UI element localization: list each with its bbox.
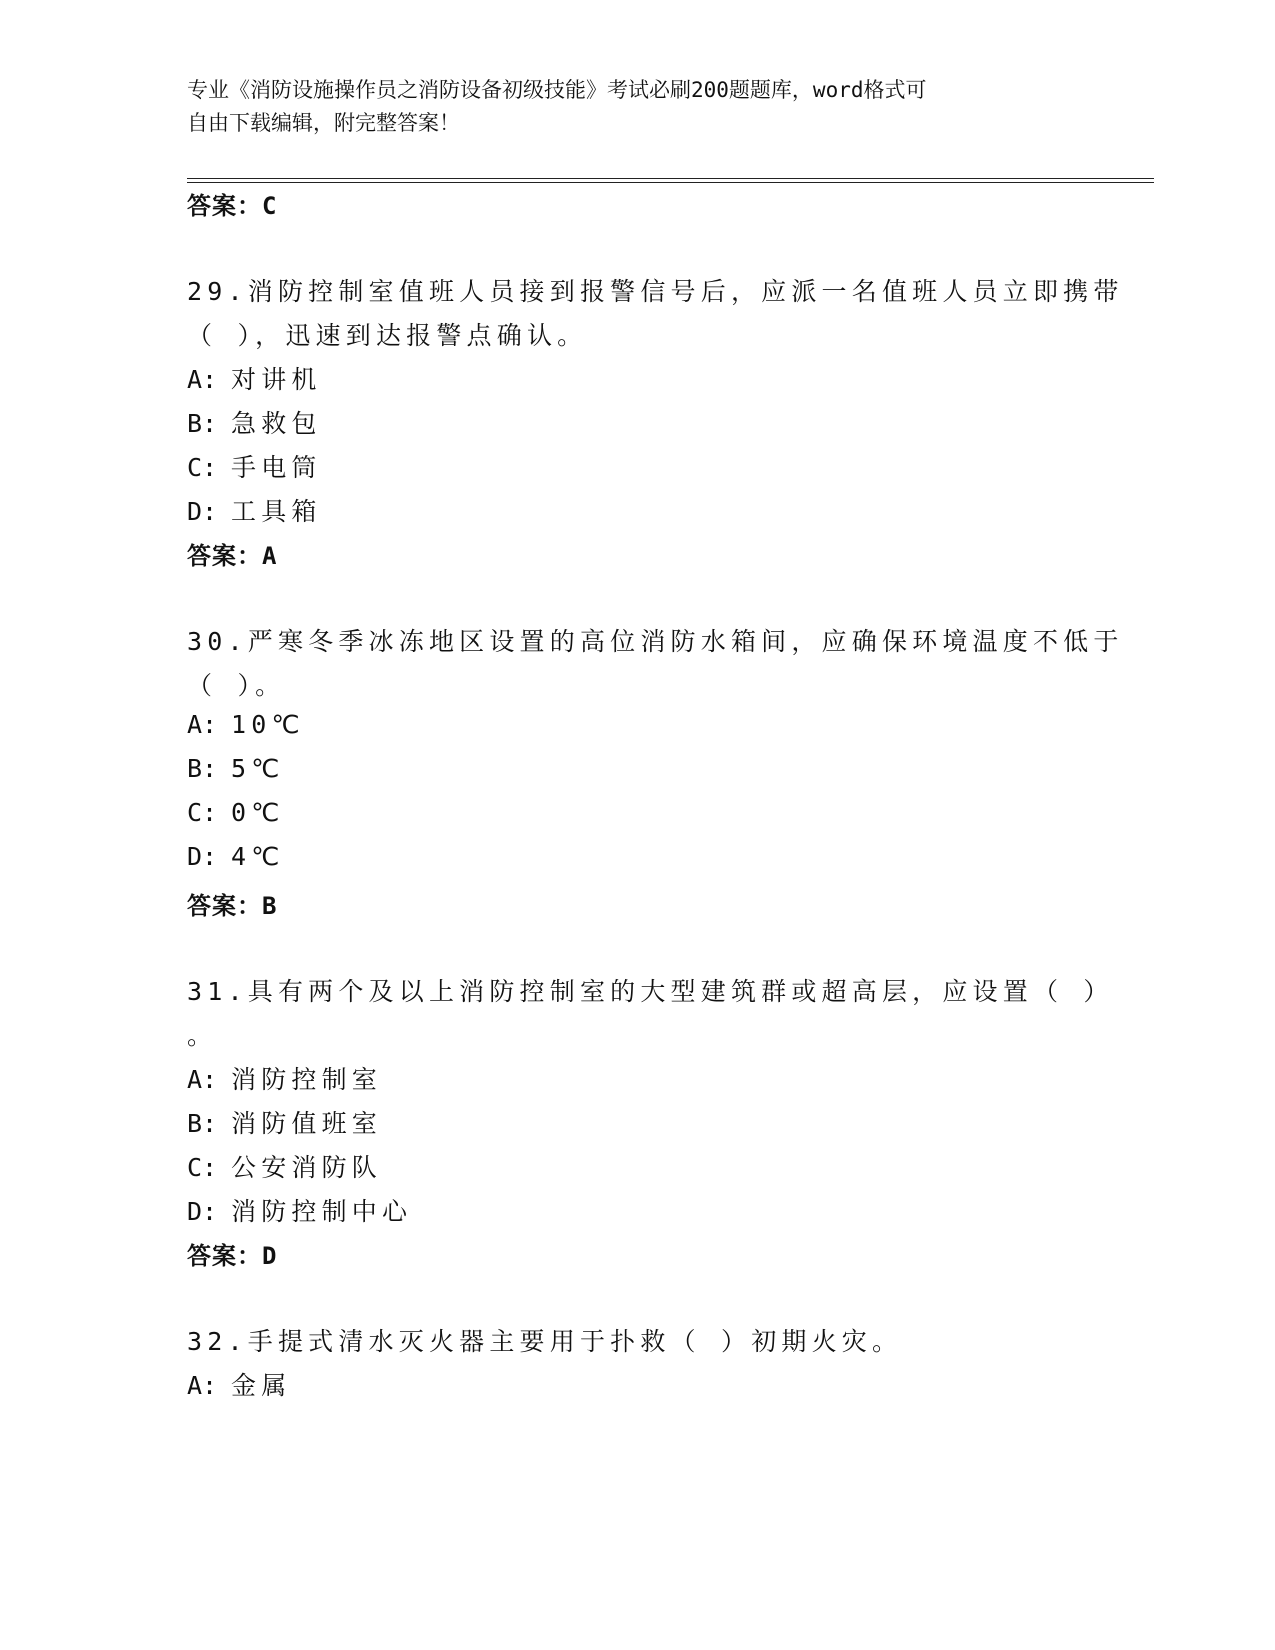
- option-label: C:: [187, 1153, 218, 1182]
- header-divider: [187, 178, 1154, 179]
- question-30-line-1: 30.严寒冬季冰冻地区设置的高位消防水箱间，应确保环境温度不低于: [187, 627, 1124, 656]
- answer-31: 答案：D: [187, 1242, 278, 1270]
- option-31-a: [187, 1060, 382, 1096]
- option-29-d: [187, 492, 322, 528]
- page-header: [187, 74, 1067, 140]
- option-31-d: [187, 1192, 412, 1228]
- option-label: C:: [187, 453, 218, 482]
- option-text: 4℃: [231, 842, 285, 871]
- option-label: B:: [187, 754, 218, 783]
- option-text: 消防控制室: [231, 1065, 383, 1094]
- option-31-b: [187, 1104, 382, 1140]
- option-label: A:: [187, 1065, 218, 1094]
- question-30-line-2: （ ）。: [187, 671, 286, 700]
- option-text: 5℃: [231, 754, 285, 783]
- option-text: 消防值班室: [231, 1109, 383, 1138]
- option-label: D:: [187, 1197, 218, 1226]
- option-text: 消防控制中心: [231, 1197, 413, 1226]
- option-30-d: [187, 842, 285, 871]
- answer-29: 答案：A: [187, 542, 278, 570]
- option-text: 对讲机: [231, 365, 322, 394]
- option-text: 0℃: [231, 798, 285, 827]
- question-31-line-1: 31.具有两个及以上消防控制室的大型建筑群或超高层，应设置（ ）: [187, 977, 1114, 1006]
- option-29-a: [187, 360, 322, 396]
- option-label: D:: [187, 497, 218, 526]
- option-label: D:: [187, 842, 218, 871]
- option-label: A:: [187, 1371, 218, 1400]
- option-text: 急救包: [231, 409, 322, 438]
- header-divider-2: [187, 182, 1154, 183]
- option-32-a: [187, 1366, 291, 1402]
- question-31-line-2: 。: [187, 1021, 218, 1050]
- option-30-b: [187, 754, 285, 783]
- option-label: A:: [187, 710, 218, 739]
- option-29-c: [187, 448, 322, 484]
- option-31-c: [187, 1148, 382, 1184]
- option-30-a: [187, 710, 305, 739]
- option-text: 10℃: [231, 710, 305, 739]
- question-32-line-1: 32.手提式清水灭火器主要用于扑救（ ）初期火灾。: [187, 1327, 903, 1356]
- option-label: C:: [187, 798, 218, 827]
- header-line-1: 专业《消防设施操作员之消防设备初级技能》考试必刷200题题库，word格式可: [187, 78, 927, 102]
- option-text: 金属: [231, 1371, 292, 1400]
- option-text: 手电筒: [231, 453, 322, 482]
- header-line-2: 自由下载编辑，附完整答案！: [187, 111, 460, 135]
- question-29-line-1: 29.消防控制室值班人员接到报警信号后，应派一名值班人员立即携带: [187, 277, 1124, 306]
- option-29-b: [187, 404, 322, 440]
- option-label: B:: [187, 1109, 218, 1138]
- answer-30: 答案：B: [187, 892, 278, 920]
- question-29-line-2: （ ），迅速到达报警点确认。: [187, 321, 588, 350]
- option-text: 公安消防队: [231, 1153, 383, 1182]
- answer-28: 答案：C: [187, 192, 278, 220]
- option-label: B:: [187, 409, 218, 438]
- option-label: A:: [187, 365, 218, 394]
- option-text: 工具箱: [231, 497, 322, 526]
- option-30-c: [187, 798, 285, 827]
